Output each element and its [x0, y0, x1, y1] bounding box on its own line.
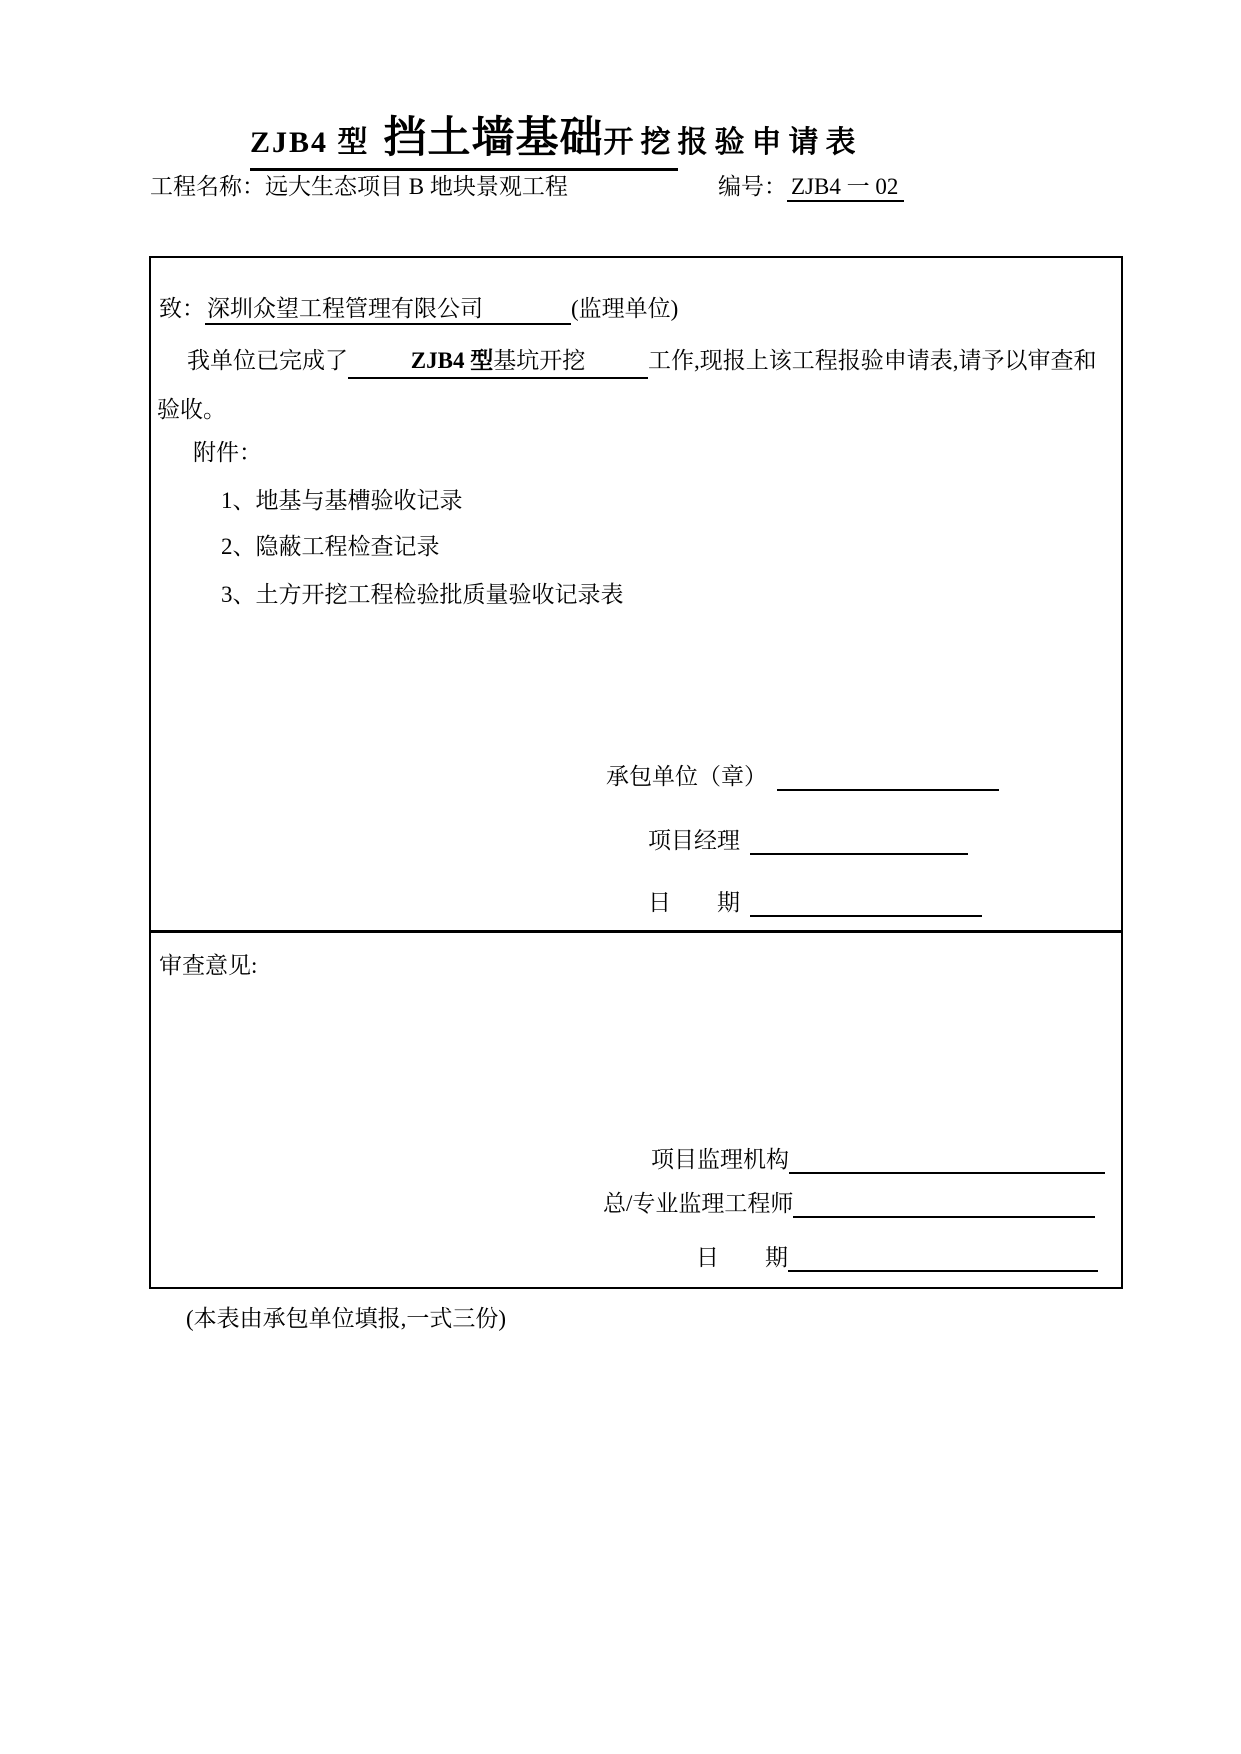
body-prefix: 我单位已完成了: [187, 348, 348, 373]
title-subject: 挡土墙基础: [383, 115, 604, 162]
page-title: [250, 104, 863, 171]
title-action: 开挖: [603, 126, 678, 159]
contractor-sign-row: [606, 758, 999, 791]
supervisor-name-blank[interactable]: 深圳众望工程管理有限公司: [205, 296, 571, 325]
title-underlined-part: [250, 104, 678, 171]
supervision-engineer-blank[interactable]: [793, 1192, 1095, 1218]
form-box: [149, 256, 1123, 1289]
attachments-label: 附件：: [193, 440, 262, 465]
application-section: [151, 258, 1121, 930]
review-date-label: 日 期: [696, 1245, 788, 1270]
project-manager-sign-row: [648, 822, 968, 855]
project-manager-sign-blank[interactable]: [750, 829, 968, 855]
project-name-label: 工程名称：: [150, 174, 265, 199]
review-date-row: [696, 1239, 1098, 1272]
review-opinion-label: 审查意见:: [159, 953, 258, 978]
to-label: 致：: [159, 296, 205, 321]
project-manager-label: 项目经理: [648, 828, 740, 853]
attachment-item-2: 2、隐蔽工程检查记录: [221, 534, 440, 559]
apply-date-label: 日 期: [648, 890, 740, 915]
work-name-rest: 基坑开挖: [493, 348, 586, 373]
document-number-label: 编号：: [718, 174, 787, 199]
project-name-value: 远大生态项目 B 地块景观工程: [265, 174, 568, 199]
footer-note: (本表由承包单位填报,一式三份): [186, 1306, 507, 1331]
body-line-1: [187, 342, 1097, 379]
to-line: [159, 290, 678, 323]
supervision-org-blank[interactable]: [789, 1148, 1105, 1174]
work-name-bold: ZJB4 型: [410, 348, 494, 373]
document-number-line: [718, 168, 904, 201]
title-suffix: 报验申请表: [677, 126, 863, 159]
document-number-value: ZJB4 一 02: [787, 174, 904, 202]
supervision-org-row: [651, 1141, 1105, 1174]
contractor-sign-blank[interactable]: [777, 765, 999, 791]
contractor-label: 承包单位（章）: [606, 764, 767, 789]
attachment-item-3: 3、土方开挖工程检验批质量验收记录表: [221, 582, 624, 607]
supervision-engineer-row: [603, 1185, 1095, 1218]
body-suffix: 工作,现报上该工程报验申请表,请予以审查和: [648, 348, 1097, 373]
title-code: ZJB4 型: [250, 126, 370, 159]
body-line-2: 验收。: [157, 397, 226, 422]
review-section: [151, 930, 1121, 1289]
project-name-line: [150, 168, 568, 201]
supervision-org-label: 项目监理机构: [651, 1147, 789, 1172]
supervision-engineer-label: 总/专业监理工程师: [603, 1191, 794, 1216]
review-date-blank[interactable]: [788, 1246, 1098, 1272]
apply-date-row: [648, 884, 982, 917]
to-suffix: (监理单位): [571, 296, 679, 321]
work-name-blank[interactable]: [348, 342, 648, 379]
apply-date-blank[interactable]: [750, 891, 982, 917]
attachment-item-1: 1、地基与基槽验收记录: [221, 488, 463, 513]
